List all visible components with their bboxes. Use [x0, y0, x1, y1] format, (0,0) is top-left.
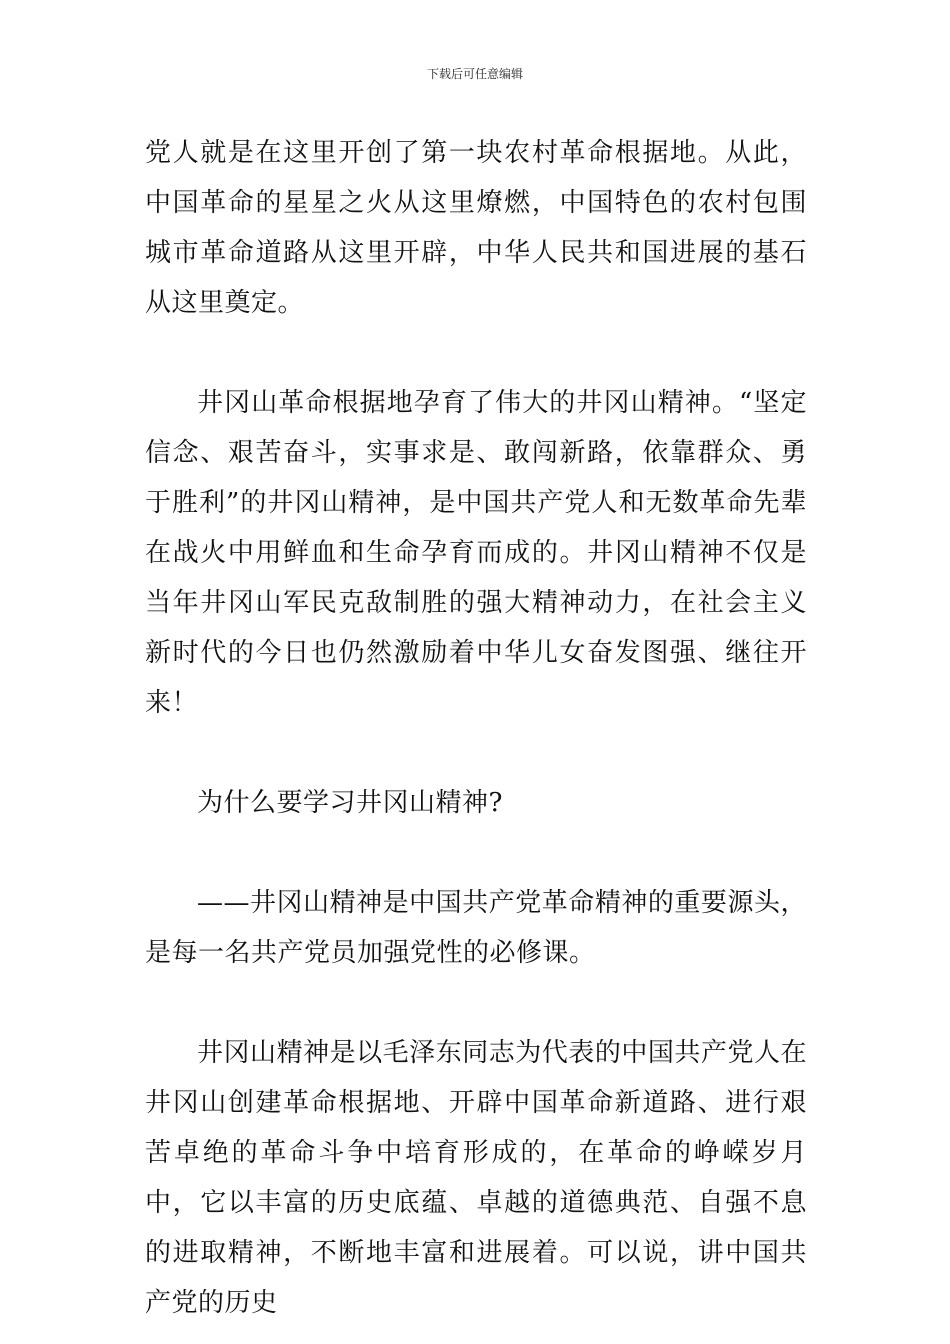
section-question: 为什么要学习井冈山精神?	[197, 788, 503, 818]
page-header: 下载后可任意编辑	[426, 67, 523, 81]
paragraph-1: 党人就是在这里开创了第一块农村革命根据地。从此，中国革命的星星之火从这里燎燃，中国特色的农村包围城市革命道路从这里开辟，中华人民共和国进展的基石从这里奠定。	[145, 138, 807, 318]
paragraph-gap	[145, 728, 807, 778]
paragraph-gap	[145, 978, 807, 1028]
paragraph-3: ——井冈山精神是中国共产党革命精神的重要源头，是每一名共产党员加强党性的必修课。	[145, 888, 807, 968]
paragraph-gap	[145, 828, 807, 878]
paragraph-2: 井冈山革命根据地孕育了伟大的井冈山精神。“坚定信念、艰苦奋斗，实事求是、敢闯新路，依靠群众、勇于胜利”的井冈山精神，是中国共产党人和无数革命先辈在战火中用鲜血和生命孕育而成的。井冈山精神不仅是当年井冈山军民克敌制胜的强大精神动力，在社会主义新时代的今日也仍然激励着中华儿女奋发图强、继往开来！	[145, 388, 807, 718]
paragraph-gap	[145, 328, 807, 378]
paragraph-4: 井冈山精神是以毛泽东同志为代表的中国共产党人在井冈山创建革命根据地、开辟中国革命新道路、进行艰苦卓绝的革命斗争中培育形成的，在革命的峥嵘岁月中，它以丰富的历史底蕴、卓越的道德典范、自强不息的进取精神，不断地丰富和进展着。可以说，讲中国共产党的历史	[145, 1038, 807, 1318]
document-body	[145, 128, 807, 1328]
